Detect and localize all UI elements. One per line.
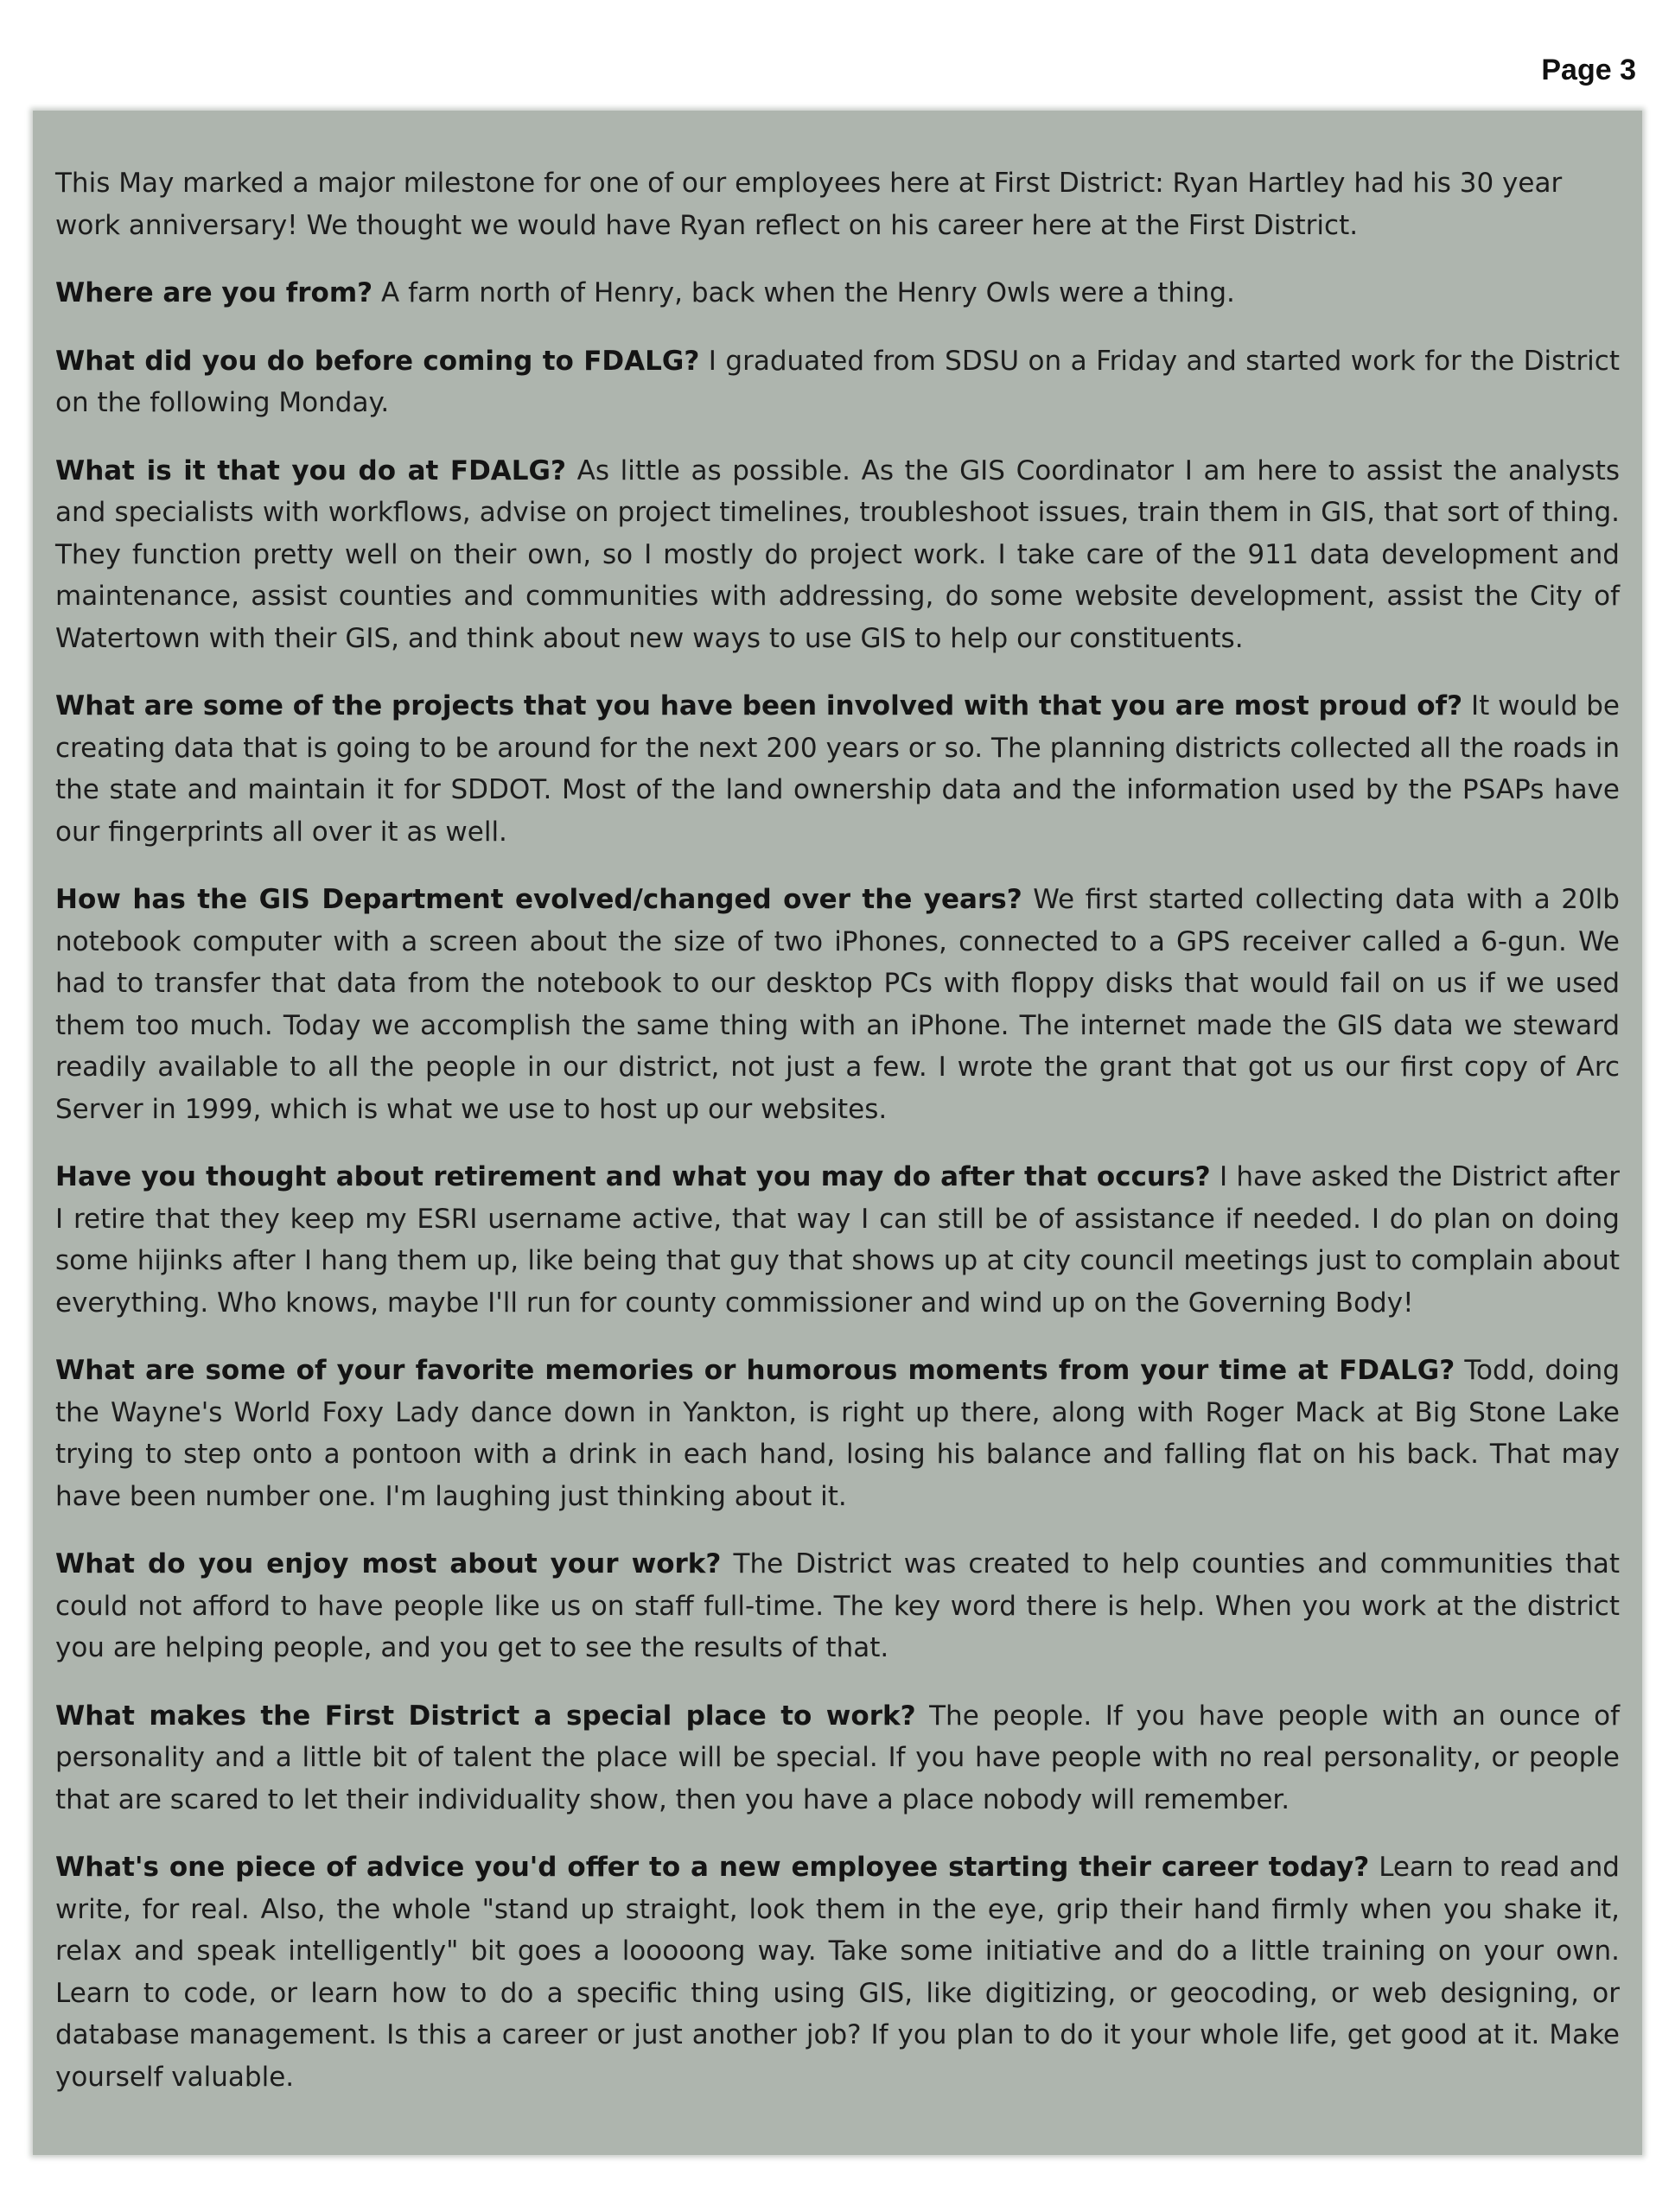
qa-paragraph — [55, 340, 1620, 424]
answer-text: I graduated from SDSU on a Friday and started work for the District on the following Monday. — [55, 345, 1620, 418]
answer-text: The people. If you have people with an ounce of personality and a little bit of talent the place will be special. If you have people with no real personality, or people that are scared to let their individuality show, then you have a place nobody will remember. — [55, 1700, 1620, 1815]
answer-text: Todd, doing the Wayne's World Foxy Lady dance down in Yankton, is right up there, along with Roger Mack at Big Stone Lake trying to step onto a pontoon with a drink in each hand, losing his balance and falling flat on his back. That may have been number one. I'm laughing just thinking about it. — [55, 1355, 1621, 1512]
answer-text: Learn to read and write, for real. Also, the whole "stand up straight, look them in the eye, grip their hand firmly when you shake it, relax and speak intelligently" bit goes a looooong way. Take some initiative and do a little training on your own. Learn to code, or learn how to do a specific thing using GIS, like digitizing, or geocoding, or web designing, or database management. Is this a career or just another job? If you plan to do it your whole life, get good at it. Make yourself valuable. — [55, 1852, 1620, 2093]
qa-paragraph — [55, 1543, 1620, 1669]
question-text: What did you do before coming to FDALG? — [55, 345, 700, 377]
qa-paragraph — [55, 1847, 1620, 2098]
answer-text: It would be creating data that is going to be around for the next 200 years or so. The planning districts collected all the roads in the state and maintain it for SDDOT. Most of the land ownership data and the information used by the PSAPs have our fingerprints all over it as well. — [55, 690, 1620, 848]
answer-text: I have asked the District after I retire that they keep my ESRI username active, that way I can still be of assistance if needed. I do plan on doing some hijinks after I hang them up, like being that guy that shows up at city council meetings just to complain about everything. Who knows, maybe I'll run for county commissioner and wind up on the Governing Body! — [55, 1161, 1620, 1319]
answer-text: As little as possible. As the GIS Coordinator I am here to assist the analysts and specialists with workflows, advise on project timelines, troubleshoot issues, train them in GIS, that sort of thing. They function pretty well on their own, so I mostly do project work. I take care of the 911 data development and maintenance, assist counties and communities with addressing, do some website development, assist the City of Watertown with their GIS, and think about new ways to use GIS to help our constituents. — [55, 454, 1621, 654]
qa-paragraph — [55, 879, 1620, 1130]
question-text: Have you thought about retirement and what you may do after that occurs? — [55, 1161, 1211, 1192]
qa-paragraph — [55, 685, 1620, 853]
qa-paragraph — [55, 1695, 1620, 1821]
question-text: What are some of your favorite memories or humorous moments from your time at FDALG? — [55, 1355, 1455, 1386]
answer-text: We first started collecting data with a 20lb notebook computer with a screen about the size of two iPhones, connected to a GPS receiver called a 6-gun. We had to transfer that data from the notebook to our desktop PCs with floppy disks that would fail on us if we used them too much. Today we accomplish the same thing with an iPhone. The internet made the GIS data we steward readily available to all the people in our district, not just a few. I wrote the grant that got us our first copy of Arc Server in 1999, which is what we use to host up our websites. — [55, 884, 1620, 1125]
qa-paragraph — [55, 272, 1620, 315]
qa-paragraph — [55, 450, 1620, 660]
question-text: How has the GIS Department evolved/changed over the years? — [55, 884, 1022, 915]
qa-paragraph — [55, 1350, 1620, 1517]
question-text: What is it that you do at FDALG? — [55, 454, 566, 486]
answer-text: The District was created to help counties and communities that could not afford to have people like us on staff full-time. The key word there is help. When you work at the district you are helping people, and you get to see the results of that. — [55, 1548, 1621, 1663]
question-text: Where are you from? — [55, 277, 373, 308]
qa-paragraph — [55, 1156, 1620, 1324]
question-text: What are some of the projects that you have been involved with that you are most proud of? — [55, 690, 1463, 721]
page-number: Page 3 — [1541, 54, 1636, 86]
interview-panel — [33, 111, 1642, 2155]
question-text: What makes the First District a special place to work? — [55, 1700, 916, 1732]
intro-paragraph: This May marked a major milestone for one of our employees here at First District: Ryan Hartley had his 30 year work anniversary! We thought we would have Ryan reflect on his career here at the First District. — [55, 168, 1563, 241]
question-text: What do you enjoy most about your work? — [55, 1548, 722, 1580]
question-text: What's one piece of advice you'd offer to a new employee starting their career today? — [55, 1852, 1370, 1883]
answer-text: A farm north of Henry, back when the Henry Owls were a thing. — [381, 277, 1235, 308]
